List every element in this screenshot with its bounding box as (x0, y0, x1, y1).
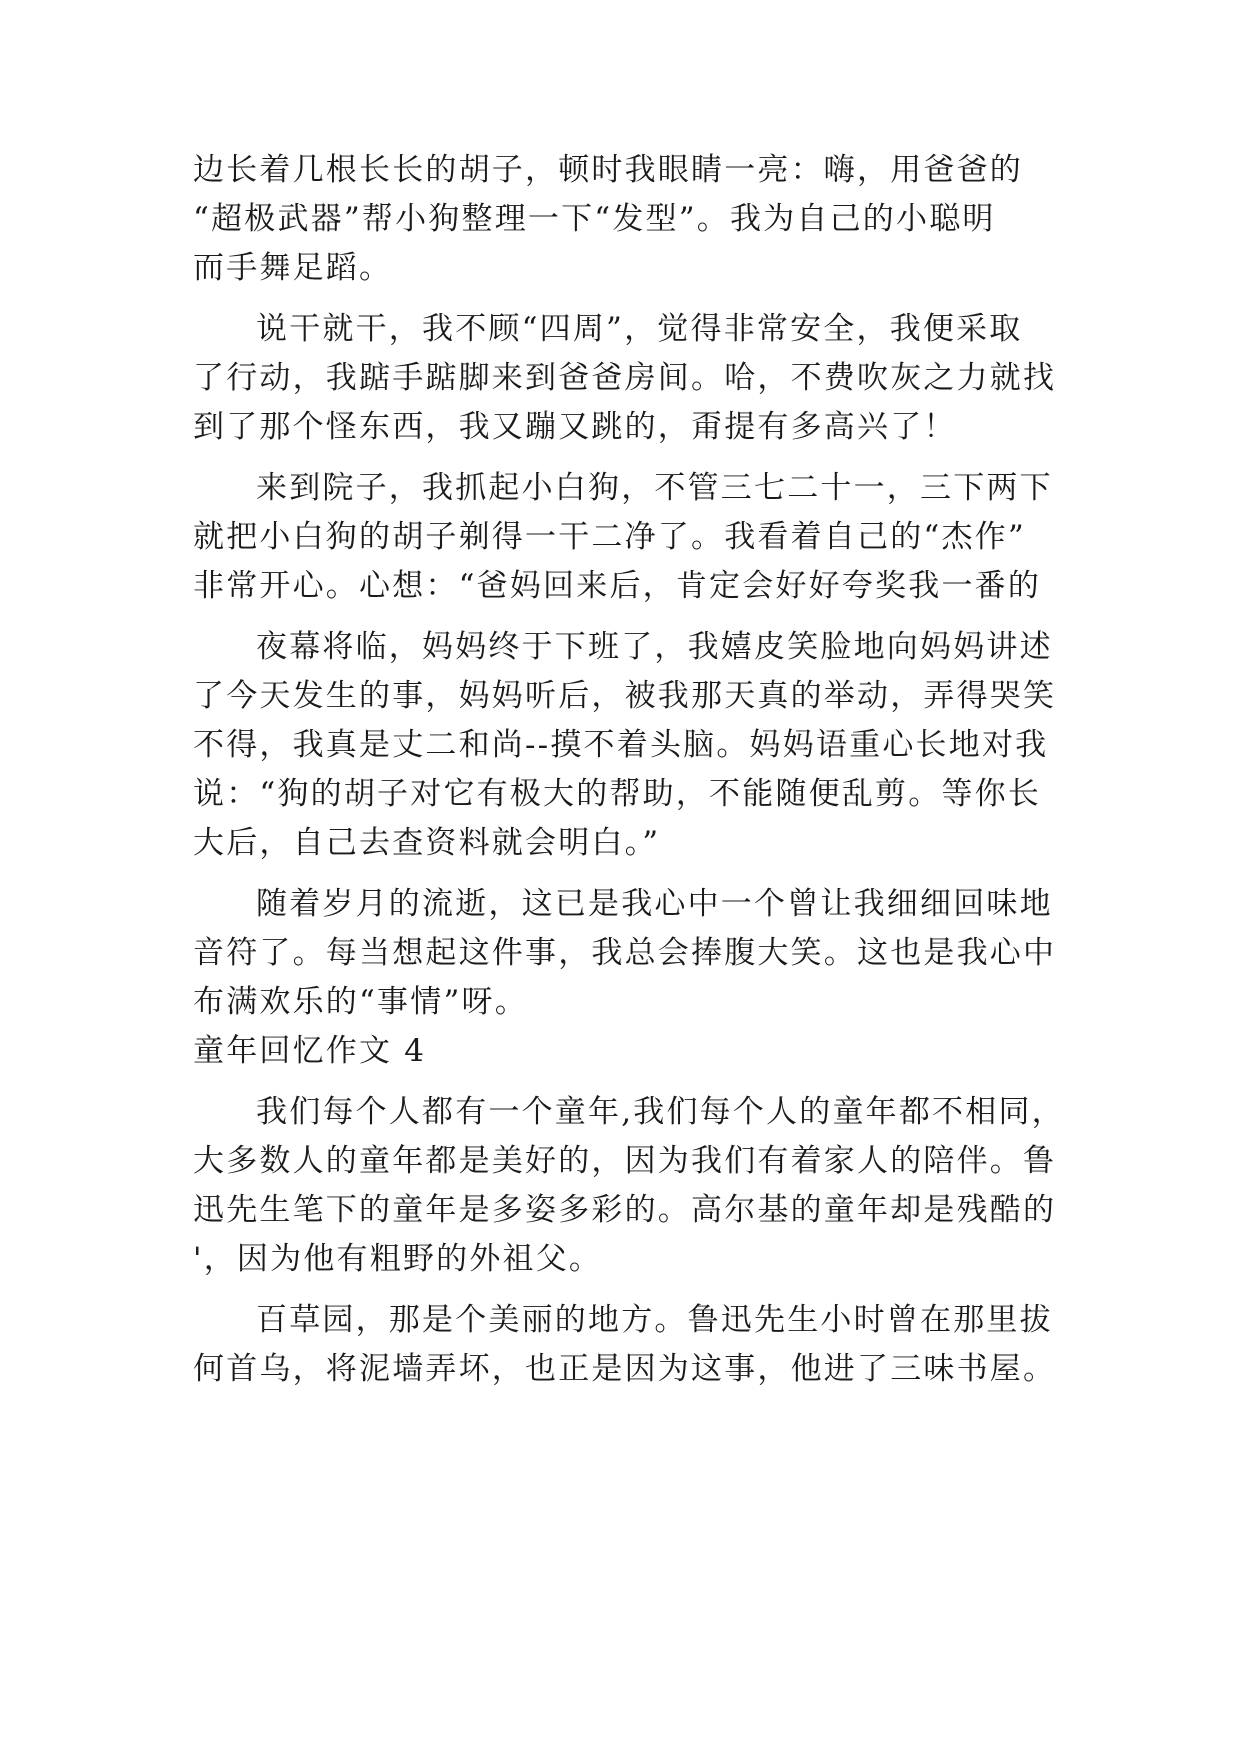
text-line: 非常开心。心想：“爸妈回来后，肯定会好好夸奖我一番的 (193, 568, 1042, 604)
text-line: 迅先生笔下的童年是多姿多彩的。高尔基的童年却是残酷的 (193, 1192, 1057, 1228)
text-line: 大后，自己去查资料就会明白。” (193, 825, 661, 861)
text-line: 边长着几根长长的胡子，顿时我眼睛一亮：嗨，用爸爸的 (193, 152, 1023, 188)
paragraph-start-line: 我们每个人都有一个童年,我们每个人的童年都不相同， (256, 1094, 1065, 1130)
text-line: 不得，我真是丈二和尚--摸不着头脑。妈妈语重心长地对我 (193, 727, 1049, 763)
paragraph-start-line: 来到院子，我抓起小白狗，不管三七二十一，三下两下 (256, 470, 1053, 506)
text-line: 了行动，我踮手踮脚来到爸爸房间。哈，不费吹灰之力就找 (193, 360, 1057, 396)
text-line: 音符了。每当想起这件事，我总会捧腹大笑。这也是我心中 (193, 935, 1057, 971)
text-line: 了今天发生的事，妈妈听后，被我那天真的举动，弄得哭笑 (193, 678, 1057, 714)
text-line: 而手舞足蹈。 (193, 250, 393, 286)
paragraph-start-line: 百草园，那是个美丽的地方。鲁迅先生小时曾在那里拔 (256, 1302, 1053, 1338)
paragraph-start-line: 随着岁月的流逝，这已是我心中一个曾让我细细回味地 (256, 886, 1053, 922)
text-line: 何首乌，将泥墙弄坏，也正是因为这事，他进了三味书屋。 (193, 1351, 1057, 1387)
text-line: 说：“狗的胡子对它有极大的帮助，不能随便乱剪。等你长 (193, 776, 1042, 812)
text-line: 布满欢乐的“事情”呀。 (193, 984, 528, 1020)
paragraph-start-line: 夜幕将临，妈妈终于下班了，我嬉皮笑脸地向妈妈讲述 (256, 629, 1053, 665)
text-line: 大多数人的童年都是美好的，因为我们有着家人的陪伴。鲁 (193, 1143, 1057, 1179)
text-line: '，因为他有粗野的外祖父。 (193, 1241, 603, 1277)
text-line: “超极武器”帮小狗整理一下“发型”。我为自己的小聪明 (193, 201, 996, 237)
paragraph-start-line: 说干就干，我不顾“四周”，觉得非常安全，我便采取 (256, 311, 1023, 347)
section-heading: 童年回忆作文 4 (193, 1033, 427, 1069)
text-line: 到了那个怪东西，我又蹦又跳的，甭提有多高兴了！ (193, 409, 957, 445)
text-line: 就把小白狗的胡子剃得一干二净了。我看着自己的“杰作” (193, 519, 1026, 555)
